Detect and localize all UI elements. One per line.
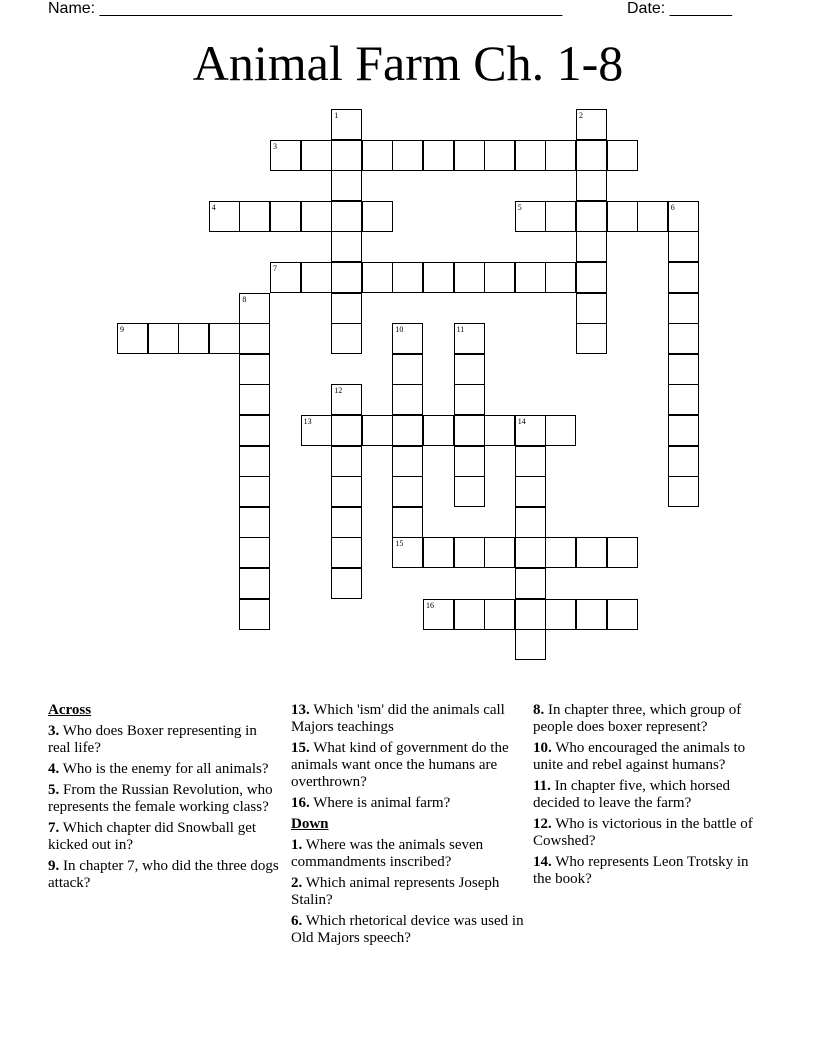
grid-cell[interactable] <box>454 415 485 446</box>
grid-cell[interactable] <box>331 476 362 507</box>
grid-cell[interactable] <box>362 201 393 232</box>
clue-text: Who represents Leon Trotsky in the book? <box>533 854 749 887</box>
cell-number: 3 <box>273 141 277 151</box>
grid-cell[interactable] <box>668 201 699 232</box>
grid-cell[interactable] <box>576 140 607 171</box>
clue-number: 4. <box>48 761 60 777</box>
grid-cell[interactable] <box>331 507 362 538</box>
grid-cell[interactable] <box>515 568 546 599</box>
grid-cell[interactable] <box>392 537 423 568</box>
cell-number: 11 <box>456 325 465 335</box>
grid-cell[interactable] <box>239 354 270 385</box>
grid-cell[interactable] <box>668 262 699 293</box>
grid-cell[interactable] <box>209 201 240 232</box>
clues-column-1 <box>48 702 280 896</box>
grid-cell[interactable] <box>301 415 332 446</box>
cell-number: 13 <box>303 417 312 426</box>
grid-cell[interactable] <box>515 262 546 293</box>
grid-cell[interactable] <box>576 262 607 293</box>
grid-cell[interactable] <box>239 323 270 354</box>
grid-cell[interactable] <box>454 384 485 415</box>
grid-cell[interactable] <box>668 323 699 354</box>
grid-cell[interactable] <box>576 231 607 262</box>
grid-cell[interactable] <box>484 415 515 446</box>
clue-number: 6. <box>291 913 303 929</box>
grid-cell[interactable] <box>423 262 454 293</box>
grid-cell[interactable] <box>239 537 270 568</box>
grid-cell[interactable] <box>545 415 576 446</box>
clues-column-2 <box>291 702 527 951</box>
grid-cell[interactable] <box>239 476 270 507</box>
date-field[interactable]: Date: _______ <box>627 0 732 17</box>
grid-cell[interactable] <box>515 629 546 660</box>
grid-cell[interactable] <box>454 446 485 477</box>
grid-cell[interactable] <box>668 231 699 262</box>
clue-number: 9. <box>48 858 60 874</box>
grid-cell[interactable] <box>515 476 546 507</box>
grid-cell[interactable] <box>454 262 485 293</box>
grid-cell[interactable] <box>239 293 270 324</box>
clue-across-4 <box>48 761 280 778</box>
clue-text: In chapter 7, who did the three dogs attack? <box>48 858 279 891</box>
grid-cell[interactable] <box>239 599 270 630</box>
grid-cell[interactable] <box>576 293 607 324</box>
down-heading: Down <box>291 816 329 832</box>
grid-cell[interactable] <box>331 446 362 477</box>
cell-number: 1 <box>334 111 339 120</box>
grid-cell[interactable] <box>454 323 485 354</box>
grid-cell[interactable] <box>454 140 485 171</box>
clue-text: Who does Boxer representing in real life? <box>48 723 257 756</box>
clue-down-1 <box>291 837 527 871</box>
grid-cell[interactable] <box>607 201 638 232</box>
grid-cell[interactable] <box>331 537 362 568</box>
grid-cell[interactable] <box>515 446 546 477</box>
clue-number: 10. <box>533 740 552 756</box>
grid-cell[interactable] <box>331 415 362 446</box>
cell-number: 15 <box>395 539 404 549</box>
clue-text: Who is the enemy for all animals? <box>62 761 269 777</box>
clue-text: From the Russian Revolution, who represents the female working class? <box>48 782 273 815</box>
grid-cell[interactable] <box>607 599 638 630</box>
page-title: Animal Farm Ch. 1-8 <box>192 35 624 91</box>
clue-number: 12. <box>533 816 552 832</box>
grid-cell[interactable] <box>392 446 423 477</box>
grid-cell[interactable] <box>423 599 454 630</box>
grid-cell[interactable] <box>270 201 301 232</box>
grid-cell[interactable] <box>484 599 515 630</box>
grid-cell[interactable] <box>515 507 546 538</box>
cell-number: 6 <box>670 202 675 212</box>
clue-number: 8. <box>533 702 545 718</box>
clue-across-9 <box>48 858 280 892</box>
grid-cell[interactable] <box>331 384 362 415</box>
grid-cell[interactable] <box>576 170 607 201</box>
grid-cell[interactable] <box>239 507 270 538</box>
clue-across-13 <box>291 702 527 736</box>
grid-cell[interactable] <box>270 140 301 171</box>
grid-cell[interactable] <box>331 170 362 201</box>
grid-cell[interactable] <box>209 323 240 354</box>
clue-down-8 <box>533 702 769 736</box>
clue-down-10 <box>533 740 769 774</box>
grid-cell[interactable] <box>668 476 699 507</box>
clue-number: 1. <box>291 837 303 853</box>
clue-text: What kind of government do the animals want once the humans are overthrown? <box>291 740 509 790</box>
clue-number: 15. <box>291 740 310 756</box>
clue-down-14 <box>533 854 769 888</box>
grid-cell[interactable] <box>331 262 362 293</box>
grid-cell[interactable] <box>668 446 699 477</box>
clue-text: Which animal represents Joseph Stalin? <box>291 875 500 908</box>
grid-cell[interactable] <box>484 140 515 171</box>
clue-across-16 <box>291 795 527 812</box>
grid-cell[interactable] <box>454 476 485 507</box>
grid-cell[interactable] <box>331 140 362 171</box>
clue-number: 14. <box>533 854 552 870</box>
grid-cell[interactable] <box>331 293 362 324</box>
grid-cell[interactable] <box>362 262 393 293</box>
grid-cell[interactable] <box>576 109 607 140</box>
grid-cell[interactable] <box>331 109 362 140</box>
grid-cell[interactable] <box>178 323 209 354</box>
clue-text: In chapter three, which group of people does boxer represent? <box>533 702 742 735</box>
cell-number: 9 <box>120 325 124 335</box>
grid-cell[interactable] <box>148 323 179 354</box>
grid-cell[interactable] <box>331 201 362 232</box>
grid-cell[interactable] <box>117 323 148 354</box>
grid-cell[interactable] <box>576 599 607 630</box>
grid-cell[interactable] <box>515 599 546 630</box>
clue-number: 5. <box>48 782 60 798</box>
clue-down-11 <box>533 778 769 812</box>
grid-cell[interactable] <box>392 323 423 354</box>
cell-number: 16 <box>426 600 434 610</box>
clue-down-6 <box>291 913 527 947</box>
grid-cell[interactable] <box>423 415 454 446</box>
cell-number: 12 <box>334 386 343 396</box>
clue-number: 2. <box>291 875 303 891</box>
grid-cell[interactable] <box>301 201 332 232</box>
grid-cell[interactable] <box>484 262 515 293</box>
cell-number: 14 <box>517 417 526 426</box>
grid-cell[interactable] <box>239 446 270 477</box>
clue-number: 13. <box>291 702 310 718</box>
grid-cell[interactable] <box>423 140 454 171</box>
cell-number: 4 <box>211 202 216 212</box>
clue-text: Who encouraged the animals to unite and rebel against humans? <box>533 740 746 773</box>
cell-number: 2 <box>579 111 583 120</box>
clue-text: Where is animal farm? <box>313 795 451 811</box>
grid-cell[interactable] <box>515 415 546 446</box>
grid-cell[interactable] <box>545 201 576 232</box>
grid-cell[interactable] <box>392 354 423 385</box>
grid-cell[interactable] <box>668 384 699 415</box>
grid-cell[interactable] <box>515 140 546 171</box>
grid-cell[interactable] <box>454 354 485 385</box>
grid-cell[interactable] <box>545 262 576 293</box>
grid-cell[interactable] <box>392 384 423 415</box>
cell-number: 8 <box>242 294 247 304</box>
grid-cell[interactable] <box>362 415 393 446</box>
grid-cell[interactable] <box>239 415 270 446</box>
clue-down-2 <box>291 875 527 909</box>
clue-down-12 <box>533 816 769 850</box>
grid-cell[interactable] <box>668 293 699 324</box>
grid-cell[interactable] <box>301 262 332 293</box>
grid-cell[interactable] <box>239 568 270 599</box>
grid-cell[interactable] <box>392 140 423 171</box>
grid-cell[interactable] <box>668 354 699 385</box>
clue-number: 3. <box>48 723 60 739</box>
grid-cell[interactable] <box>331 568 362 599</box>
grid-cell[interactable] <box>454 537 485 568</box>
clue-text: Which rhetorical device was used in Old Majors speech? <box>291 913 524 946</box>
grid-cell[interactable] <box>392 476 423 507</box>
cell-number: 10 <box>395 325 404 335</box>
clue-text: Which 'ism' did the animals call Majors teachings <box>291 702 505 735</box>
worksheet-header <box>48 0 740 20</box>
grid-cell[interactable] <box>607 140 638 171</box>
grid-cell[interactable] <box>515 537 546 568</box>
grid-cell[interactable] <box>576 201 607 232</box>
clue-number: 16. <box>291 795 310 811</box>
grid-cell[interactable] <box>239 201 270 232</box>
cell-number: 7 <box>273 264 277 273</box>
across-heading: Across <box>48 702 92 718</box>
grid-cell[interactable] <box>545 537 576 568</box>
clue-number: 7. <box>48 820 60 836</box>
clue-text: Who is victorious in the battle of Cowshed? <box>533 816 753 849</box>
grid-cell[interactable] <box>576 323 607 354</box>
name-field[interactable]: Name: ____________________________________________________ <box>48 0 563 17</box>
clue-number: 11. <box>533 778 551 794</box>
grid-cell[interactable] <box>484 537 515 568</box>
cell-number: 5 <box>517 202 522 212</box>
grid-cell[interactable] <box>239 384 270 415</box>
grid-cell[interactable] <box>392 415 423 446</box>
grid-cell[interactable] <box>668 415 699 446</box>
grid-cell[interactable] <box>545 140 576 171</box>
clues-column-3 <box>533 702 769 892</box>
grid-cell[interactable] <box>545 599 576 630</box>
clue-across-7 <box>48 820 280 854</box>
clue-across-5 <box>48 782 280 816</box>
grid-cell[interactable] <box>515 201 546 232</box>
grid-cell[interactable] <box>301 140 332 171</box>
crossword-grid <box>117 109 675 662</box>
grid-cell[interactable] <box>392 262 423 293</box>
grid-cell[interactable] <box>331 323 362 354</box>
clue-text: Which chapter did Snowball get kicked out in? <box>48 820 257 853</box>
grid-cell[interactable] <box>362 140 393 171</box>
grid-cell[interactable] <box>607 537 638 568</box>
grid-cell[interactable] <box>270 262 301 293</box>
grid-cell[interactable] <box>331 231 362 262</box>
grid-cell[interactable] <box>454 599 485 630</box>
grid-cell[interactable] <box>423 537 454 568</box>
grid-cell[interactable] <box>392 507 423 538</box>
clue-across-15 <box>291 740 527 791</box>
grid-cell[interactable] <box>576 537 607 568</box>
grid-cell[interactable] <box>637 201 668 232</box>
clue-across-3 <box>48 723 280 757</box>
clue-text: In chapter five, which horsed decided to leave the farm? <box>533 778 731 811</box>
clue-text: Where was the animals seven commandments inscribed? <box>291 837 484 870</box>
